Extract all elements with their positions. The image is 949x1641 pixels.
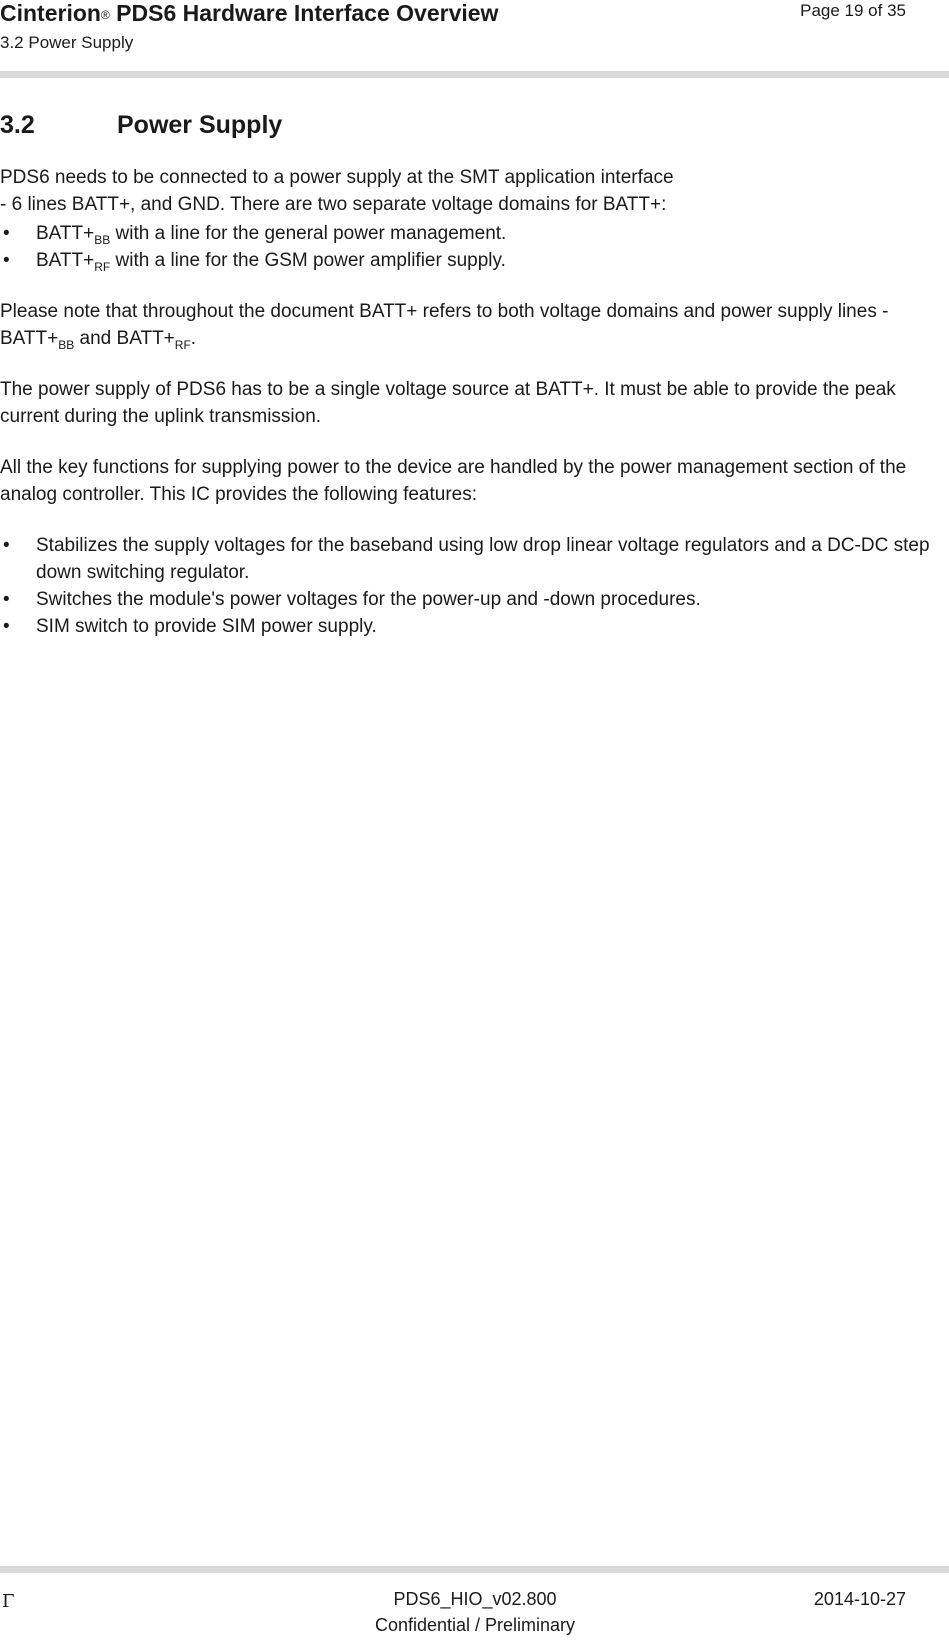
- footer-center: [340, 1586, 610, 1638]
- list-item: [0, 220, 940, 247]
- footer-date: 2014-10-27: [813, 1589, 906, 1609]
- paragraph-intro-line2: - 6 lines BATT+, and GND. There are two separate voltage domains for BATT+:: [0, 194, 667, 215]
- paragraph-intro: [0, 164, 940, 218]
- header-title-rest: PDS6 Hardware Interface Overview: [109, 0, 499, 26]
- list-item-pre: BATT+: [36, 223, 95, 244]
- section-title: Power Supply: [117, 111, 283, 139]
- list-item: [0, 247, 940, 274]
- list-item-text: Stabilizes the supply voltages for the baseband using low drop linear voltage regulators and a DC-DC step down switching regulator.: [36, 535, 930, 583]
- paragraph-note-c: .: [190, 328, 197, 349]
- list-item: [0, 532, 940, 586]
- registered-mark: ®: [100, 8, 110, 22]
- footer-mark: Γ: [2, 1591, 15, 1612]
- features-list: [0, 532, 940, 640]
- list-item-pre: BATT+: [36, 250, 95, 271]
- bullet-icon: •: [3, 616, 10, 637]
- bullet-icon: •: [3, 223, 10, 244]
- voltage-domain-list: [0, 220, 940, 274]
- bullet-icon: •: [3, 250, 10, 271]
- list-item: [0, 613, 940, 640]
- paragraph-supply-source: The power supply of PDS6 has to be a single voltage source at BATT+. It must be able to provide the peak current during the uplink transmission.: [0, 379, 896, 427]
- paragraph-note-sub1: BB: [58, 337, 75, 352]
- paragraph-intro-line1: PDS6 needs to be connected to a power supply at the SMT application interface: [0, 167, 674, 188]
- section-number: 3.2: [0, 111, 35, 139]
- document-id: PDS6_HIO_v02.800: [393, 1589, 557, 1609]
- bullet-icon: •: [3, 535, 10, 556]
- list-item-post: with a line for the general power management.: [110, 223, 507, 244]
- confidential-label: Confidential / Preliminary: [374, 1615, 576, 1635]
- list-item: [0, 586, 940, 613]
- section-heading: [0, 110, 940, 140]
- main-content: [0, 110, 940, 640]
- list-item-sub: BB: [94, 232, 111, 247]
- paragraph-note-a: Please note that throughout the document BATT+ refers to both voltage domains and power supply lines - BATT+: [0, 301, 889, 349]
- paragraph-note-sub2: RF: [174, 337, 191, 352]
- header-divider: [0, 71, 949, 78]
- list-item-text: Switches the module's power voltages for the power-up and -down procedures.: [36, 589, 701, 610]
- footer-divider: [0, 1566, 949, 1573]
- header-title-brand: Cinterion: [0, 0, 101, 26]
- list-item-sub: RF: [94, 259, 111, 274]
- page-number: Page 19 of 35: [800, 1, 906, 20]
- paragraph-note-b: and BATT+: [74, 328, 175, 349]
- paragraph-key-functions: All the key functions for supplying power to the device are handled by the power management section of the analog controller. This IC provides the following features:: [0, 457, 907, 505]
- header-title: [0, 0, 498, 26]
- list-item-text: SIM switch to provide SIM power supply.: [36, 616, 377, 637]
- paragraph-note: [0, 298, 940, 352]
- list-item-post: with a line for the GSM power amplifier supply.: [110, 250, 506, 271]
- bullet-icon: •: [3, 589, 10, 610]
- header-subtitle: 3.2 Power Supply: [0, 33, 134, 52]
